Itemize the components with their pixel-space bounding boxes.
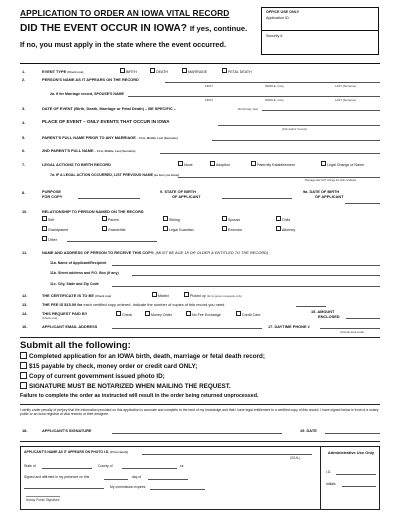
submit-item-1-text: Completed application for an IOWA birth, death, marriage or fetal death record; bbox=[29, 353, 265, 360]
day-field[interactable] bbox=[104, 479, 128, 480]
iowa-question-suffix: If yes, continue. bbox=[189, 24, 248, 33]
rel-sibling-label: Sibling bbox=[169, 218, 180, 222]
amount-label-2: ENCLOSED bbox=[318, 314, 340, 319]
parent-name-text: PARENT'S FULL NAME PRIOR TO ANY MARRIAGE bbox=[42, 135, 136, 140]
legal-paternity-option[interactable] bbox=[251, 161, 295, 167]
fee-rest-text: each certified copy ordered. Indicate the number of copies of this record you need. bbox=[83, 302, 226, 307]
submit-item-4-text: SIGNATURE MUST BE NOTARIZED WHEN MAILING THE REQUEST. bbox=[29, 383, 231, 390]
item-2-number: 2. bbox=[22, 77, 26, 82]
iowa-question-note: If no, you must apply in the state where the event occurred. bbox=[20, 40, 226, 49]
rel-self-checkbox[interactable] bbox=[42, 216, 47, 221]
date-label: 19. DATE bbox=[300, 428, 317, 433]
rel-spouse-option[interactable] bbox=[222, 216, 240, 222]
rel-child-checkbox[interactable] bbox=[276, 216, 281, 221]
admin-use-title: Administrative Use Only bbox=[327, 450, 375, 455]
rel-grandparent-label: Grandparent bbox=[48, 228, 69, 232]
item-10-number: 10. bbox=[22, 209, 28, 214]
delivery-hint: (Check one) bbox=[95, 294, 112, 298]
certification-text: I certify under penalty of perjury that the information provided on this application is accurate and complete to the best of my knowledge and that I have legal entitlement to a certified copy of this record. I have signed below in front of a notary public or an Iowa registrar of vital records or their designee. bbox=[20, 408, 379, 417]
spouse-last-caption: LAST (Surname) bbox=[335, 98, 356, 102]
notary-divider bbox=[20, 441, 380, 442]
form-title: APPLICATION TO ORDER AN IOWA VITAL RECORD bbox=[20, 8, 230, 18]
submit-heading: Submit all the following: bbox=[20, 340, 131, 351]
spouse-middle-caption: MIDDLE, if any bbox=[265, 98, 284, 102]
delivery-pickup-label: Picked up bbox=[190, 294, 206, 298]
purpose-label-2: FOR COPY bbox=[42, 194, 63, 199]
delivery-pickup-hint: (for in-person requests only) bbox=[206, 294, 242, 298]
submit-item-4-checkbox[interactable] bbox=[20, 382, 27, 389]
pay-credit-option[interactable] bbox=[236, 311, 260, 317]
submit-item-3-text: Copy of current government issued photo ID; bbox=[29, 373, 165, 380]
relationship-label: RELATIONSHIP TO PERSON NAMED ON THE RECORD bbox=[42, 209, 144, 214]
recipient-note: (MUST BE AGE 18 OR OLDER & ENTITLED TO THE RECORD) bbox=[155, 250, 269, 255]
seal-label: (SEAL) bbox=[290, 456, 301, 460]
delivery-mailed-checkbox[interactable] bbox=[152, 292, 157, 297]
photo-id-field[interactable] bbox=[142, 454, 312, 455]
pay-no-fee-label: No Fee Exchange bbox=[192, 313, 221, 317]
place-of-event-label: PLACE OF EVENT – ONLY EVENTS THAT OCCUR IN IOWA bbox=[42, 119, 170, 124]
photo-id-hint: (Print clearly) bbox=[110, 450, 129, 454]
event-birth-option[interactable] bbox=[120, 68, 137, 74]
paid-by-hint: (Check one) bbox=[42, 316, 58, 320]
delivery-text: THE CERTIFICATE IS TO BE bbox=[42, 293, 94, 298]
state-of-birth-label: 9. STATE OF BIRTH bbox=[160, 189, 196, 194]
parent2-name-text: 2ND PARENT'S FULL NAME bbox=[42, 148, 94, 153]
parent2-name-label bbox=[42, 148, 135, 153]
date-event-label: DATE OF EVENT (Birth, Death, Marriage or Fetal Death) – BE SPECIFIC – bbox=[42, 106, 176, 111]
previous-name-field[interactable] bbox=[178, 177, 380, 178]
pay-money-order-checkbox[interactable] bbox=[145, 311, 150, 316]
legal-adoption-option[interactable] bbox=[210, 161, 230, 167]
submit-item-3-checkbox[interactable] bbox=[20, 372, 27, 379]
event-fetal-death-checkbox[interactable] bbox=[222, 68, 227, 73]
submit-divider bbox=[20, 337, 380, 338]
rel-legal-guardian-label: Legal Guardian bbox=[169, 228, 194, 232]
rel-parent-label: Parent bbox=[108, 218, 119, 222]
admin-id-label: I.D. bbox=[326, 470, 332, 474]
city-state-zip-label: 11c. City, State and Zip Code bbox=[50, 282, 99, 286]
event-type-text: EVENT TYPE bbox=[42, 69, 67, 74]
applicant-name-label: 11a. Name of Applicant/Recipient bbox=[50, 261, 107, 265]
previous-name-label bbox=[50, 173, 179, 177]
submit-item-1 bbox=[20, 352, 265, 360]
state-label: State of bbox=[24, 464, 36, 468]
item-18-number: 18. bbox=[22, 428, 28, 433]
pay-credit-checkbox[interactable] bbox=[236, 311, 241, 316]
pay-check-label: Check bbox=[122, 313, 133, 317]
parent2-name-hint: – First, Middle, Last (Surname) bbox=[94, 149, 136, 153]
event-fetal-death-option[interactable] bbox=[222, 68, 252, 74]
rel-grandparent-checkbox[interactable] bbox=[42, 226, 47, 231]
rel-other-label: Other bbox=[48, 238, 57, 242]
rel-child-label: Child bbox=[282, 218, 291, 222]
item-14-number: 14. bbox=[22, 311, 28, 316]
street-address-field[interactable] bbox=[132, 275, 380, 276]
submit-item-2 bbox=[20, 362, 197, 370]
amount-label: 15. AMOUNT bbox=[311, 309, 335, 314]
pay-check-option[interactable] bbox=[116, 311, 132, 317]
rel-grandchild-option[interactable] bbox=[102, 226, 125, 232]
recipient-text: NAME AND ADDRESS OF PERSON TO RECEIVE THIS COPY: bbox=[42, 250, 155, 255]
item-7-number: 7. bbox=[22, 162, 26, 167]
phone-label: 17. DAYTIME PHONE # bbox=[268, 324, 310, 329]
item-4-number: 4. bbox=[22, 120, 26, 125]
legal-paternity-label: Paternity Establishment bbox=[257, 163, 295, 167]
admin-id-field[interactable] bbox=[336, 474, 376, 475]
pay-check-checkbox[interactable] bbox=[116, 311, 121, 316]
dob-label: 9a. DATE OF BIRTH bbox=[303, 189, 340, 194]
item-12-number: 12. bbox=[22, 293, 28, 298]
event-type-label bbox=[42, 69, 83, 74]
date-field[interactable] bbox=[325, 433, 380, 434]
submit-item-2-text: $15 payable by check, money order or credit card ONLY; bbox=[29, 363, 198, 370]
iowa-question bbox=[20, 23, 247, 34]
rel-grandchild-label: Grandchild bbox=[108, 228, 126, 232]
fee-text: THE FEE IS $15.00 for bbox=[42, 302, 83, 307]
rel-executor-checkbox[interactable] bbox=[222, 226, 227, 231]
event-marriage-option[interactable] bbox=[182, 68, 207, 74]
rel-parent-option[interactable] bbox=[102, 216, 119, 222]
rel-parent-checkbox[interactable] bbox=[102, 216, 107, 221]
event-marriage-label: MARRIAGE bbox=[188, 70, 208, 74]
photo-id-label bbox=[24, 450, 128, 454]
date-event-hint: Month Day Year bbox=[238, 107, 258, 111]
spouse-name-label: 2a. If for Marriage record, SPOUSE'S NAME bbox=[50, 92, 124, 96]
spouse-name-field[interactable] bbox=[128, 96, 380, 97]
rel-grandparent-option[interactable] bbox=[42, 226, 68, 232]
rel-legal-guardian-checkbox[interactable] bbox=[163, 226, 168, 231]
date-event-field[interactable] bbox=[262, 110, 380, 111]
signed-label: Signed and affirmed in my presence on this bbox=[24, 475, 90, 479]
paid-by-label: THIS REQUEST PAID BY bbox=[42, 311, 88, 316]
month-field[interactable] bbox=[148, 479, 188, 480]
event-birth-label: BIRTH bbox=[126, 70, 137, 74]
iowa-question-text: DID THE EVENT OCCUR IN IOWA? bbox=[20, 23, 187, 34]
item-1-number: 1. bbox=[22, 69, 26, 74]
submit-item-1-checkbox[interactable] bbox=[20, 352, 27, 359]
phone-field[interactable] bbox=[320, 328, 380, 329]
first-name-caption: FIRST bbox=[205, 84, 214, 88]
previous-name-text: 7a. IF A LEGAL ACTION OCCURRED, LIST PREVIOUS NAME bbox=[50, 173, 153, 177]
rel-executor-label: Executor bbox=[228, 228, 243, 232]
photo-id-text: APPLICANT'S NAME AS IT APPEARS ON PHOTO I.D. bbox=[24, 450, 110, 454]
submit-item-3 bbox=[20, 372, 165, 380]
state-of-birth-label-2: OF APPLICANT bbox=[172, 194, 201, 199]
legal-adoption-label: Adoption bbox=[215, 163, 230, 167]
street-address-label: 11b. Street address and P.O. Box (if any) bbox=[50, 271, 119, 275]
county-label: County of bbox=[98, 464, 113, 468]
item-5-number: 5. bbox=[22, 135, 26, 140]
city-county-caption: (City and/or County) bbox=[282, 127, 308, 131]
pay-money-order-label: Money Order bbox=[151, 313, 172, 317]
item-8-number: 8. bbox=[22, 190, 26, 195]
person-name-label: PERSON'S NAME AS IT APPEARS ON THE RECORD bbox=[42, 77, 139, 82]
notary-signature-line[interactable] bbox=[24, 488, 104, 489]
place-of-event-field[interactable] bbox=[218, 125, 380, 126]
header-divider bbox=[20, 63, 380, 64]
event-death-label: DEATH bbox=[156, 70, 168, 74]
purpose-field[interactable] bbox=[78, 198, 140, 199]
pay-no-fee-option[interactable] bbox=[186, 311, 221, 317]
item-6-number: 6. bbox=[22, 148, 26, 153]
item-16-number: 16. bbox=[22, 324, 28, 329]
parent-name-field[interactable] bbox=[212, 140, 380, 141]
office-divider bbox=[262, 30, 378, 31]
rel-sibling-option[interactable] bbox=[163, 216, 180, 222]
dob-label-2: OF APPLICANT bbox=[315, 194, 344, 199]
parent-name-label bbox=[42, 135, 178, 140]
legal-name-change-label: Legal Change of Name bbox=[327, 163, 364, 167]
submit-item-2-checkbox[interactable] bbox=[20, 362, 27, 369]
legal-none-option[interactable] bbox=[178, 161, 193, 167]
spouse-first-caption: FIRST bbox=[205, 98, 214, 102]
middle-name-caption: MIDDLE, if any bbox=[265, 84, 284, 88]
cert-divider bbox=[20, 404, 380, 405]
rel-sibling-checkbox[interactable] bbox=[163, 216, 168, 221]
delivery-label bbox=[42, 293, 111, 298]
commission-field[interactable] bbox=[150, 489, 205, 490]
rel-grandchild-checkbox[interactable] bbox=[102, 226, 107, 231]
fee-label bbox=[42, 302, 225, 307]
notary-admin-divider bbox=[320, 446, 321, 510]
rel-other-checkbox[interactable] bbox=[42, 236, 47, 241]
event-death-checkbox[interactable] bbox=[150, 68, 155, 73]
rel-attorney-checkbox[interactable] bbox=[276, 226, 281, 231]
legal-adoption-checkbox[interactable] bbox=[210, 161, 215, 166]
dob-field[interactable] bbox=[345, 203, 380, 204]
day-of-label: day of bbox=[132, 475, 142, 479]
rel-other-field[interactable] bbox=[67, 241, 157, 242]
legal-name-change-option[interactable] bbox=[321, 161, 364, 167]
delivery-mailed-label: Mailed bbox=[158, 294, 169, 298]
legal-actions-label: LEGAL ACTIONS TO BIRTH RECORD bbox=[42, 162, 111, 167]
event-type-hint: (Check one) bbox=[67, 70, 84, 74]
delivery-pickup-option[interactable] bbox=[184, 292, 242, 298]
purpose-label: PURPOSE bbox=[42, 189, 62, 194]
security-label: Security # bbox=[266, 34, 283, 38]
rel-spouse-label: Spouse bbox=[228, 218, 241, 222]
rel-self-option[interactable] bbox=[42, 216, 54, 222]
previous-name-hint: (as best you know) bbox=[153, 173, 180, 177]
pay-no-fee-checkbox[interactable] bbox=[186, 311, 191, 316]
failure-warning: Failure to complete the order as instructed will result in the order being returned unprocessed. bbox=[20, 393, 259, 399]
rel-attorney-label: Attorney bbox=[281, 228, 296, 232]
phone-hint: (Include area code) bbox=[340, 330, 365, 334]
office-use-title: OFFICE USE ONLY bbox=[266, 10, 300, 14]
applicant-name-field[interactable] bbox=[112, 265, 380, 266]
submit-item-4 bbox=[20, 382, 231, 390]
item-3-number: 3. bbox=[22, 106, 26, 111]
parent-name-hint: – First, Middle, Last (Surname) bbox=[136, 136, 178, 140]
legal-paternity-checkbox[interactable] bbox=[251, 161, 256, 166]
person-name-field[interactable] bbox=[165, 82, 380, 83]
item-11-number: 11. bbox=[22, 250, 28, 255]
ss-label: ss bbox=[180, 464, 184, 468]
signature-field[interactable] bbox=[112, 433, 282, 434]
county-field[interactable] bbox=[122, 468, 177, 469]
item-13-number: 13. bbox=[22, 302, 28, 307]
copies-field[interactable] bbox=[296, 306, 326, 307]
event-birth-checkbox[interactable] bbox=[120, 68, 125, 73]
previous-name-note: Marriage date NOT change the birth certificate bbox=[305, 179, 357, 182]
admin-initials-field[interactable] bbox=[342, 486, 376, 487]
email-field[interactable] bbox=[112, 328, 262, 329]
event-death-option[interactable] bbox=[150, 68, 168, 74]
email-label: APPLICANT EMAIL ADDRESS bbox=[42, 324, 98, 329]
rel-child-option[interactable] bbox=[276, 216, 290, 222]
delivery-mailed-option[interactable] bbox=[152, 292, 169, 298]
last-name-caption: LAST (Surname) bbox=[335, 84, 356, 88]
rel-self-label: Self bbox=[48, 218, 55, 222]
notary-signature-caption: Notary Public Signature bbox=[26, 498, 60, 502]
event-marriage-checkbox[interactable] bbox=[182, 68, 187, 73]
commission-label: My commission expires: bbox=[110, 485, 147, 489]
state-of-birth-field[interactable] bbox=[222, 198, 292, 199]
recipient-label bbox=[42, 250, 268, 255]
pay-credit-label: Credit Card bbox=[242, 313, 261, 317]
city-state-zip-field[interactable] bbox=[112, 286, 380, 287]
office-use-box bbox=[261, 7, 379, 55]
delivery-pickup-checkbox[interactable] bbox=[184, 292, 189, 297]
parent2-name-field[interactable] bbox=[160, 153, 380, 154]
legal-name-change-checkbox[interactable] bbox=[321, 161, 326, 166]
legal-none-label: None bbox=[184, 163, 193, 167]
rel-attorney-option[interactable] bbox=[276, 226, 295, 232]
state-field[interactable] bbox=[42, 468, 92, 469]
application-id-label: Application ID bbox=[266, 16, 289, 20]
rel-legal-guardian-option[interactable] bbox=[163, 226, 194, 232]
rel-spouse-checkbox[interactable] bbox=[222, 216, 227, 221]
pay-money-order-option[interactable] bbox=[145, 311, 172, 317]
rel-other-option[interactable] bbox=[42, 236, 57, 242]
admin-initials-label: Initials bbox=[326, 482, 336, 486]
signature-label: APPLICANT'S SIGNATURE bbox=[42, 428, 92, 433]
rel-executor-option[interactable] bbox=[222, 226, 242, 232]
event-fetal-death-label: FETAL DEATH bbox=[228, 70, 252, 74]
amount-field[interactable] bbox=[346, 318, 380, 319]
legal-none-checkbox[interactable] bbox=[178, 161, 183, 166]
